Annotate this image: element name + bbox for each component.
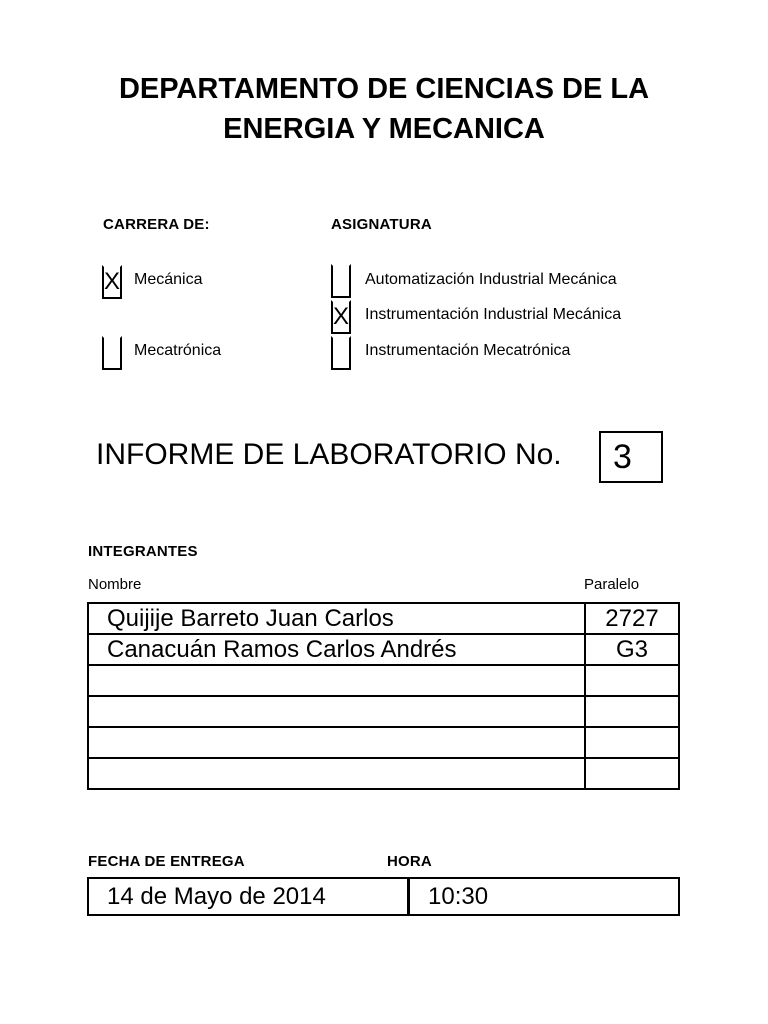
table-row — [88, 603, 679, 634]
asignatura-checkbox-automatizacion[interactable] — [331, 264, 351, 298]
nombre-cell[interactable] — [88, 727, 585, 758]
paralelo-cell[interactable] — [585, 665, 679, 696]
asignatura-label: ASIGNATURA — [331, 216, 432, 233]
asignatura-option-instrumentacion-mecatronica: Instrumentación Mecatrónica — [365, 342, 571, 359]
carrera-checkbox-mecanica[interactable]: X — [102, 265, 122, 299]
informe-label: INFORME DE LABORATORIO No. — [96, 438, 562, 471]
carrera-checkbox-mecatronica[interactable] — [102, 336, 122, 370]
integrantes-label: INTEGRANTES — [88, 543, 198, 560]
carrera-option-mecatronica: Mecatrónica — [134, 342, 222, 359]
paralelo-cell[interactable]: G3 — [585, 634, 679, 665]
asignatura-option-automatizacion: Automatización Industrial Mecánica — [365, 271, 617, 288]
paralelo-cell[interactable]: 2727 — [585, 603, 679, 634]
paralelo-cell[interactable] — [585, 727, 679, 758]
table-row — [88, 758, 679, 789]
fecha-entrega-field[interactable]: 14 de Mayo de 2014 — [89, 879, 410, 914]
column-header-paralelo: Paralelo — [584, 576, 640, 593]
hora-field[interactable]: 10:30 — [428, 883, 489, 910]
table-row — [88, 727, 679, 758]
column-header-nombre: Nombre — [88, 576, 142, 593]
table-row — [88, 665, 679, 696]
hora-label: HORA — [387, 853, 432, 870]
asignatura-checkbox-instrumentacion-mecatronica[interactable] — [331, 336, 351, 370]
department-title-line1: DEPARTAMENTO DE CIENCIAS DE LA — [118, 73, 650, 105]
carrera-option-mecanica: Mecánica — [134, 271, 203, 288]
department-title-line2: ENERGIA Y MECANICA — [223, 113, 545, 145]
integrantes-table — [87, 602, 680, 790]
carrera-label: CARRERA DE: — [103, 216, 210, 233]
table-row — [88, 634, 679, 665]
nombre-cell[interactable] — [88, 758, 585, 789]
informe-number-field[interactable]: 3 — [599, 431, 663, 483]
asignatura-checkbox-instrumentacion-industrial[interactable]: X — [331, 300, 351, 334]
entrega-box — [87, 877, 680, 916]
paralelo-cell[interactable] — [585, 758, 679, 789]
nombre-cell[interactable] — [88, 665, 585, 696]
nombre-cell[interactable] — [88, 696, 585, 727]
asignatura-option-instrumentacion-industrial: Instrumentación Industrial Mecánica — [365, 306, 622, 323]
paralelo-cell[interactable] — [585, 696, 679, 727]
fecha-entrega-label: FECHA DE ENTREGA — [88, 853, 245, 870]
nombre-cell[interactable]: Canacuán Ramos Carlos Andrés — [88, 634, 585, 665]
table-row — [88, 696, 679, 727]
nombre-cell[interactable]: Quijije Barreto Juan Carlos — [88, 603, 585, 634]
